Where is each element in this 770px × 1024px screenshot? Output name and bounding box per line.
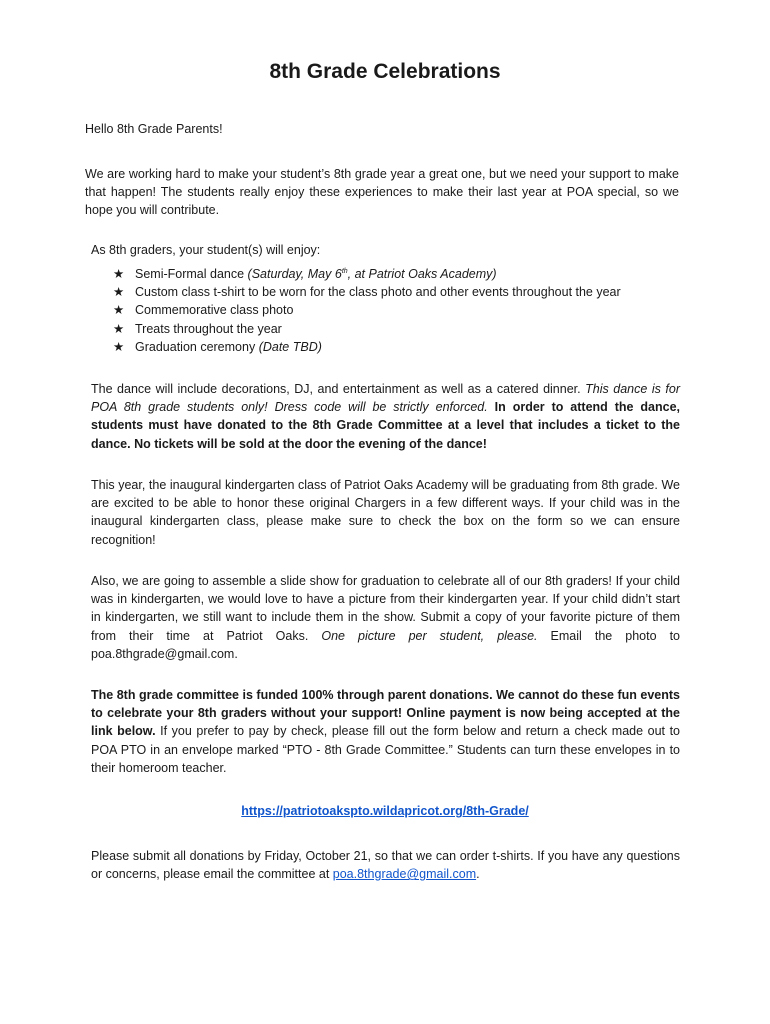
star-bullet-icon: ★	[113, 303, 125, 318]
star-bullet-icon: ★	[113, 267, 125, 281]
funding-paragraph: The 8th grade committee is funded 100% through parent donations. We cannot do these fun events to celebrate your 8th graders without your support! Online payment is now being accepted at the link below. If you prefer to pay by check, please fill out the form below and return a check made out to POA PTO in an envelope marked “PTO - 8th Grade Committee.” Students can turn these envelopes in to their homeroom teacher.	[91, 688, 681, 775]
slideshow-paragraph: Also, we are going to assemble a slide show for graduation to celebrate all of our 8th graders! If your child was in kindergarten, we would love to have a picture from their kindergarten year. If your child didn’t start in kindergarten, we still want to include them in the show. Submit a copy of your favorite picture of them from their time at Patriot Oaks. One picture per student, please. Email the photo to poa.8thgrade@gmail.com.	[91, 574, 681, 661]
donation-link-line	[0, 804, 770, 818]
star-bullet-icon: ★	[113, 321, 125, 336]
list-item: ★ Semi-Formal dance (Saturday, May 6th, at Patriot Oaks Academy)	[113, 265, 621, 283]
list-item: ★ Treats throughout the year	[113, 320, 621, 338]
committee-email-link[interactable]: poa.8thgrade@gmail.com	[332, 867, 477, 882]
kindergarten-paragraph: This year, the inaugural kindergarten class of Patriot Oaks Academy will be graduating from 8th grade. We are excited to be able to honor these original Chargers in a few different ways. If your child was in the inaugural kindergarten class, please make sure to check the box on the form so we can ensure recognition!	[91, 478, 680, 547]
closing-paragraph: Please submit all donations by Friday, October 21, so that we can order t-shirts. If you have any questions or concerns, please email the committee at poa.8thgrade@gmail.com.	[91, 849, 680, 882]
list-item: ★ Commemorative class photo	[113, 301, 621, 319]
intro-paragraph: We are working hard to make your student’s 8th grade year a great one, but we need your support to make that happen! The students really enjoy these experiences to make their last year at POA special, so we hope you will contribute.	[85, 167, 679, 218]
list-item: ★ Custom class t-shirt to be worn for the class photo and other events throughout the year	[113, 283, 621, 301]
donation-link[interactable]: https://patriotoakspto.wildapricot.org/8th-Grade/	[241, 804, 529, 818]
greeting: Hello 8th Grade Parents!	[85, 122, 223, 136]
list-item: ★ Graduation ceremony (Date TBD)	[113, 338, 621, 356]
star-bullet-icon: ★	[113, 339, 125, 354]
star-bullet-icon: ★	[113, 285, 125, 300]
enjoy-intro: As 8th graders, your student(s) will enjoy:	[91, 243, 321, 257]
enjoy-list	[113, 265, 621, 356]
page-title: 8th Grade Celebrations	[269, 60, 501, 83]
dance-paragraph: The dance will include decorations, DJ, and entertainment as well as a catered dinner. This dance is for POA 8th grade students only! Dress code will be strictly enforced. In order to attend the dance, students must have donated to the 8th Grade Committee at a level that includes a ticket to the dance. No tickets will be sold at the door the evening of the dance!	[91, 382, 680, 451]
